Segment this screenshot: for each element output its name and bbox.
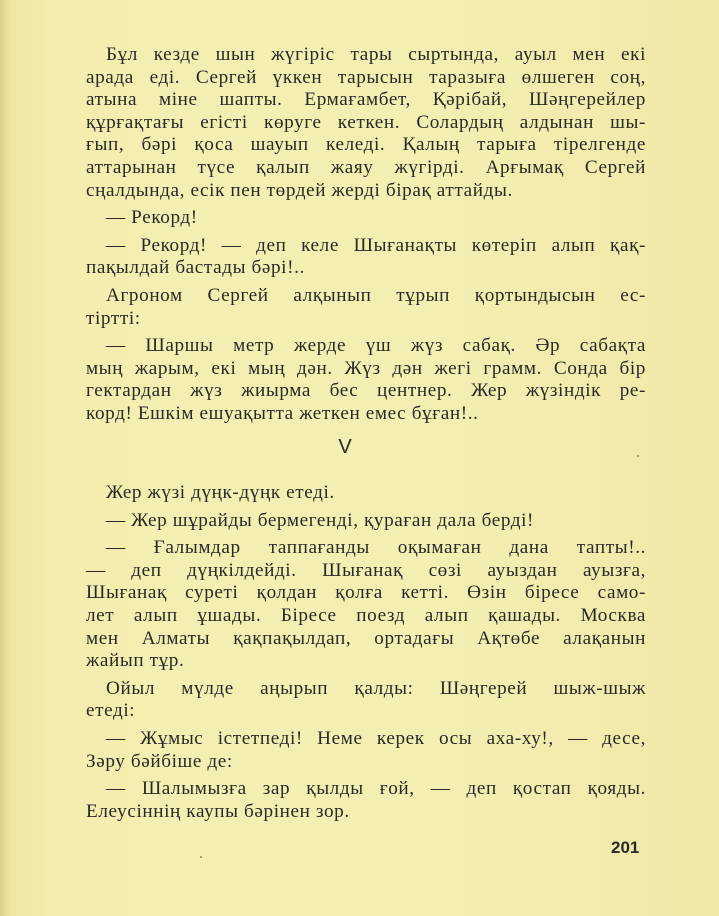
text-line: Жер жүзі дүңк-дүңк етеді. [106,482,335,503]
text-line: жайып тұр. [86,650,185,672]
paragraph [86,207,646,230]
text-line: Шығанақ суреті қолдан қолға кетті. Өзін біресе само- [86,582,646,604]
paragraph [86,482,646,505]
paragraph [86,728,646,773]
paragraph [86,285,646,330]
text-line: — Рекорд! [106,207,198,229]
text-line: мың жарым, екі мың дән. Жүз дән жегі грамм. Сонда бір [86,357,646,379]
text-line: аттарынан түсе қалып жаяу жүгірді. Арғымақ Сергей [86,156,646,178]
text-line: құрғақтағы егісті көруге кеткен. Солардың алдынан шы- [86,111,646,133]
text-line: етеді: [86,700,136,722]
text-line: ғып, бәрі қоса шауып келеді. Қалың тарыға тірелгенде [86,134,646,156]
text-line: — Шаршы метр жерде үш жүз сабақ. Әр сабақта [106,335,646,357]
text-line: — Рекорд! — деп келе Шығанақты көтеріп алып қақ- [106,234,646,256]
text-line: — Жер шұрайды бермегенді, қураған дала берді! [106,509,535,531]
text-line: лет алып ұшады. Біресе поезд алып қашады. Москва [86,604,646,626]
text-block-top [86,44,646,426]
text-line: корд! Ешкім ешуақытта жеткен емес бұған!.. [86,402,479,424]
paragraph [86,44,646,202]
text-line: Бұл кезде шын жүгіріс тары сыртында, ауыл мен екі [106,44,646,65]
text-line: Зәру бәйбіше де: [86,750,233,772]
text-block-bottom [86,482,646,823]
paragraph [86,510,646,533]
text-line: арада еді. Сергей үккен тарысын таразыға өлшеген соң, [86,66,646,88]
paragraph [86,537,646,673]
text-line: Ойыл мүлде аңырып қалды: Шәңгерей шыж-шыж [106,677,646,699]
text-line: — деп дүңкілдейді. Шығанақ сөзі ауыздан ауызға, [86,559,646,581]
text-line: мен Алматы қақпақылдап, ортадағы Ақтөбе алақанын [86,627,646,649]
paper-speck [637,455,639,457]
text-line: атына міне шапты. Ермағамбет, Қәрібай, Шәңгерейлер [86,89,646,111]
paper-speck [200,856,202,858]
page-number: 201 [611,838,640,857]
text-line: сңалдында, есік пен төрдей жерді бірақ аттайды. [86,179,513,201]
text-line: — Шалымызға зар қылды ғой, — деп қостап қояды. [106,778,646,800]
paragraph [86,235,646,280]
text-line: Агроном Сергей алқынып тұрып қортындысын ес- [106,284,646,306]
text-line: — Ғалымдар таппағанды оқымаған дана тапты!.. [106,537,646,559]
paragraph [86,678,646,723]
paragraph [86,778,646,823]
text-line: пақылдай бастады бәрі!.. [86,257,305,279]
paragraph [86,335,646,425]
section-number: V [338,436,352,458]
text-line: — Жұмыс істетпеді! Неме керек осы аха-ху!, — десе, [106,727,646,749]
text-line: гектардан жүз жиырма бес центнер. Жер жүзіндік ре- [86,380,646,402]
text-line: Елеусіннің каупы бәрінен зор. [86,800,350,822]
text-line: тіртті: [86,307,141,329]
